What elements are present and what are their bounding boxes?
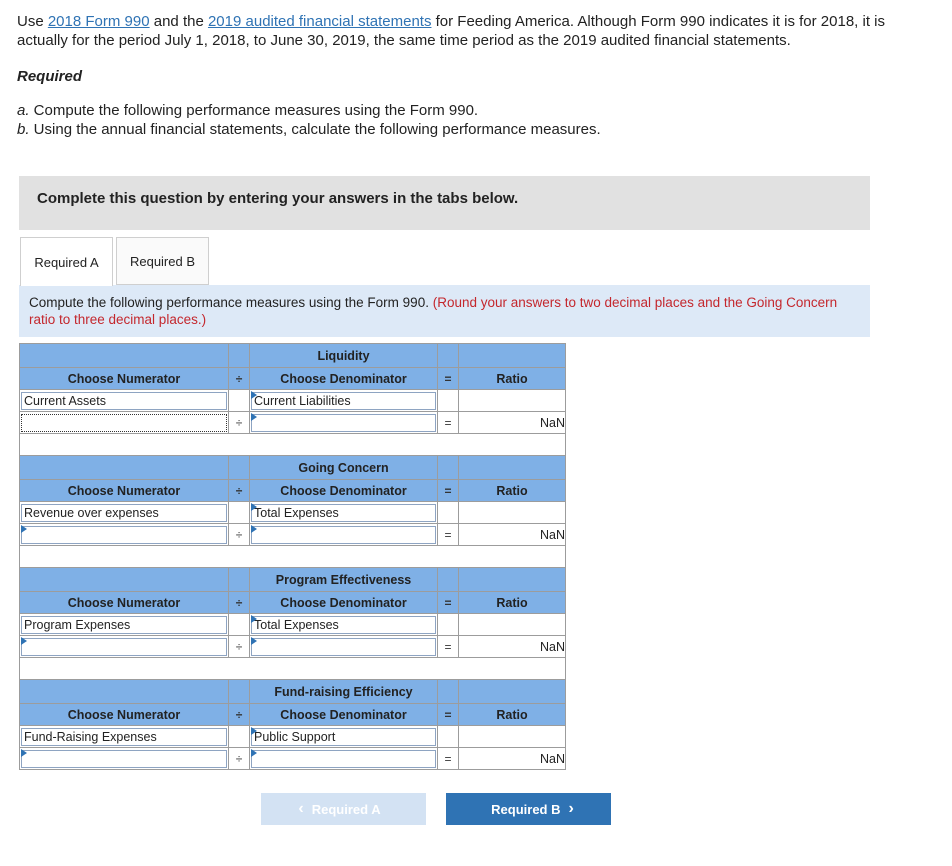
title-cell — [438, 344, 459, 368]
section-header-row — [20, 480, 566, 502]
blank-cell — [229, 726, 250, 748]
divide-header: ÷ — [229, 704, 250, 726]
value-row — [20, 412, 566, 434]
blank-cell — [459, 726, 566, 748]
title-cell — [229, 680, 250, 704]
dropdown-flag-icon — [251, 391, 257, 399]
divide-sign: ÷ — [229, 412, 250, 434]
title-cell — [229, 456, 250, 480]
title-cell — [459, 568, 566, 592]
intro-text-part: and the — [149, 13, 208, 30]
spacer-cell — [20, 546, 566, 568]
title-cell — [438, 568, 459, 592]
required-item-a — [17, 101, 601, 120]
input-flag-icon — [251, 525, 257, 533]
numerator-select-cell — [20, 390, 229, 412]
label-row — [20, 726, 566, 748]
denominator-input[interactable] — [251, 414, 436, 432]
input-flag-icon — [21, 749, 27, 757]
title-cell — [20, 568, 229, 592]
blank-cell — [438, 502, 459, 524]
ratio-header: Ratio — [459, 704, 566, 726]
spacer-cell — [20, 434, 566, 456]
numerator-input[interactable] — [21, 414, 227, 432]
blank-cell — [229, 614, 250, 636]
title-cell — [459, 344, 566, 368]
tab-required-a[interactable]: Required A — [20, 237, 113, 286]
dropdown-flag-icon — [251, 503, 257, 511]
denominator-select-cell — [250, 614, 438, 636]
section-header-row — [20, 368, 566, 390]
divide-sign: ÷ — [229, 748, 250, 770]
denominator-header: Choose Denominator — [250, 592, 438, 614]
item-text: Compute the following performance measures using the Form 990. — [29, 102, 479, 119]
denominator-header: Choose Denominator — [250, 368, 438, 390]
blank-cell — [229, 390, 250, 412]
ratio-header: Ratio — [459, 368, 566, 390]
title-cell — [229, 568, 250, 592]
prev-button-label: Required A — [311, 801, 381, 817]
blank-cell — [459, 614, 566, 636]
numerator-header: Choose Numerator — [20, 368, 229, 390]
denominator-input-cell — [250, 412, 438, 434]
chevron-right-icon: › — [568, 800, 574, 817]
ratio-value: NaN — [459, 748, 566, 770]
denominator-input[interactable] — [251, 526, 436, 544]
required-item-b — [17, 120, 601, 139]
numerator-header: Choose Numerator — [20, 592, 229, 614]
section-title: Going Concern — [250, 456, 438, 480]
section-spacer — [20, 546, 566, 568]
label-row — [20, 390, 566, 412]
numerator-select[interactable]: Revenue over expenses — [21, 504, 227, 522]
denominator-input-cell — [250, 524, 438, 546]
denominator-input-cell — [250, 748, 438, 770]
intro-text — [17, 12, 937, 50]
equals-header: = — [438, 368, 459, 390]
audited-statements-link[interactable]: 2019 audited financial statements — [207, 13, 432, 30]
title-cell — [20, 680, 229, 704]
numerator-header: Choose Numerator — [20, 480, 229, 502]
next-button[interactable] — [446, 793, 611, 825]
blank-cell — [459, 502, 566, 524]
instructions-text: Compute the following performance measures using the Form 990. — [29, 295, 433, 310]
equals-sign: = — [438, 748, 459, 770]
blank-cell — [438, 614, 459, 636]
numerator-select-cell — [20, 502, 229, 524]
dropdown-flag-icon — [251, 615, 257, 623]
numerator-select[interactable]: Current Assets — [21, 392, 227, 410]
numerator-select[interactable]: Fund-Raising Expenses — [21, 728, 227, 746]
equals-sign: = — [438, 524, 459, 546]
input-flag-icon — [251, 749, 257, 757]
title-cell — [20, 456, 229, 480]
rounding-note: (Round your answers to two decimal places and the Going Concern ratio to three decimal places.) — [29, 295, 838, 327]
chevron-left-icon: ‹ — [298, 800, 304, 817]
blank-cell — [459, 390, 566, 412]
instruction-banner — [19, 176, 870, 230]
intro-text-part: Use — [17, 13, 48, 30]
numerator-input-cell — [20, 524, 229, 546]
title-cell — [229, 344, 250, 368]
denominator-select[interactable]: Current Liabilities — [251, 392, 436, 410]
value-row — [20, 636, 566, 658]
required-heading: Required — [17, 68, 83, 85]
numerator-input-cell — [20, 636, 229, 658]
denominator-select-cell — [250, 726, 438, 748]
denominator-select[interactable]: Total Expenses — [251, 504, 436, 522]
required-list — [17, 101, 601, 139]
denominator-select[interactable]: Public Support — [251, 728, 436, 746]
numerator-select[interactable]: Program Expenses — [21, 616, 227, 634]
section-title: Fund-raising Efficiency — [250, 680, 438, 704]
ratio-value: NaN — [459, 636, 566, 658]
denominator-input-cell — [250, 636, 438, 658]
performance-measures-table — [19, 343, 566, 770]
next-button-label: Required B — [491, 801, 561, 817]
numerator-select-cell — [20, 726, 229, 748]
equals-header: = — [438, 592, 459, 614]
divide-sign: ÷ — [229, 524, 250, 546]
blank-cell — [229, 502, 250, 524]
section-spacer — [20, 434, 566, 456]
input-flag-icon — [21, 525, 27, 533]
input-flag-icon — [251, 413, 257, 421]
section-title-row — [20, 680, 566, 704]
item-letter: a. — [17, 102, 30, 119]
numerator-input[interactable] — [21, 750, 227, 768]
equals-header: = — [438, 704, 459, 726]
label-row — [20, 614, 566, 636]
numerator-input[interactable] — [21, 638, 227, 656]
denominator-header: Choose Denominator — [250, 704, 438, 726]
denominator-input[interactable] — [251, 750, 436, 768]
blank-cell — [438, 726, 459, 748]
equals-header: = — [438, 480, 459, 502]
title-cell — [459, 680, 566, 704]
denominator-select-cell — [250, 390, 438, 412]
section-title-row — [20, 456, 566, 480]
title-cell — [438, 456, 459, 480]
value-row — [20, 748, 566, 770]
divide-header: ÷ — [229, 368, 250, 390]
divide-header: ÷ — [229, 480, 250, 502]
intro-text-part: for Feeding America. Although Form 990 indicates it is for 2018, it is actually for the period July 1, 2018, to June 30, 2019, the same time period as the 2019 audited financial statements. — [17, 13, 886, 49]
banner-text: Complete this question by entering your answers in the tabs below. — [37, 190, 519, 207]
form-990-link[interactable]: 2018 Form 990 — [47, 13, 150, 30]
spacer-cell — [20, 658, 566, 680]
denominator-select-cell — [250, 502, 438, 524]
section-title: Program Effectiveness — [250, 568, 438, 592]
value-row — [20, 524, 566, 546]
numerator-header: Choose Numerator — [20, 704, 229, 726]
item-text: Using the annual financial statements, calculate the following performance measures. — [29, 121, 601, 138]
section-header-row — [20, 592, 566, 614]
title-cell — [459, 456, 566, 480]
input-flag-icon — [251, 637, 257, 645]
numerator-input[interactable] — [21, 526, 227, 544]
section-title: Liquidity — [250, 344, 438, 368]
ratio-header: Ratio — [459, 592, 566, 614]
dropdown-flag-icon — [251, 727, 257, 735]
divide-header: ÷ — [229, 592, 250, 614]
title-cell — [20, 344, 229, 368]
numerator-input-cell — [20, 412, 229, 434]
label-row — [20, 502, 566, 524]
denominator-select[interactable]: Total Expenses — [251, 616, 436, 634]
numerator-input-cell — [20, 748, 229, 770]
section-spacer — [20, 658, 566, 680]
section-header-row — [20, 704, 566, 726]
tab-required-b[interactable]: Required B — [116, 237, 209, 285]
title-cell — [438, 680, 459, 704]
ratio-value: NaN — [459, 412, 566, 434]
section-title-row — [20, 568, 566, 592]
item-letter: b. — [17, 121, 30, 138]
section-title-row — [20, 344, 566, 368]
ratio-value: NaN — [459, 524, 566, 546]
divide-sign: ÷ — [229, 636, 250, 658]
numerator-select-cell — [20, 614, 229, 636]
prev-button[interactable] — [261, 793, 426, 825]
denominator-header: Choose Denominator — [250, 480, 438, 502]
equals-sign: = — [438, 412, 459, 434]
equals-sign: = — [438, 636, 459, 658]
blank-cell — [438, 390, 459, 412]
tab-instructions — [19, 285, 870, 337]
denominator-input[interactable] — [251, 638, 436, 656]
input-flag-icon — [21, 637, 27, 645]
ratio-header: Ratio — [459, 480, 566, 502]
